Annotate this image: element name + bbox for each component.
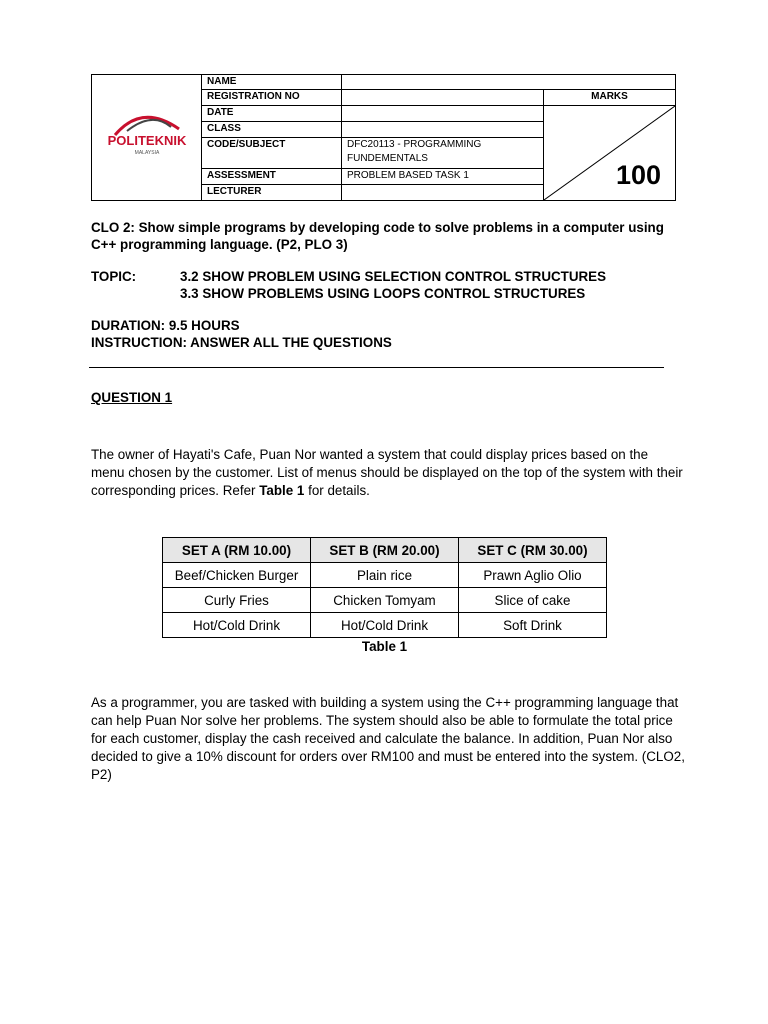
label-assessment: ASSESSMENT <box>202 169 342 185</box>
label-lecturer: LECTURER <box>202 185 342 201</box>
table-cell: Hot/Cold Drink <box>311 613 459 638</box>
paragraph-intro-end: for details. <box>304 483 370 498</box>
table-reference: Table 1 <box>259 483 305 498</box>
instruction: INSTRUCTION: ANSWER ALL THE QUESTIONS <box>91 334 392 350</box>
question-title: QUESTION 1 <box>91 390 173 405</box>
table-caption: Table 1 <box>361 639 408 654</box>
topic-line-1: 3.2 SHOW PROBLEM USING SELECTION CONTROL STRUCTURES <box>180 269 607 284</box>
total-marks: 100 <box>615 160 661 190</box>
table-cell: Plain rice <box>311 563 459 588</box>
duration: DURATION: 9.5 HOURS <box>91 318 240 333</box>
politeknik-logo-icon <box>97 105 197 165</box>
paragraph-intro <box>91 446 685 500</box>
paragraph-task: As a programmer, you are tasked with building a system using the C++ programming language that can help Puan Nor solve her problems. The system should also be able to formulate the total price for each customer, display the cash received and calculate the balance. In addition, Puan Nor also decided to give a 10% discount for orders over RM100 and must be entered into the system. (CLO2, P2) <box>91 695 685 782</box>
table-cell: Beef/Chicken Burger <box>163 563 311 588</box>
code-subject-value: DFC20113 - PROGRAMMING FUNDEMENTALS <box>342 138 544 169</box>
table-cell: Chicken Tomyam <box>311 588 459 613</box>
logo <box>92 75 202 201</box>
paragraph-intro-text: The owner of Hayati's Cafe, Puan Nor wanted a system that could display prices based on the menu chosen by the customer. List of menus should be displayed on the top of the system with their corresponding prices. Refer <box>91 447 683 498</box>
table-row <box>163 588 607 613</box>
label-date: DATE <box>202 106 342 122</box>
topic-line-2: 3.3 SHOW PROBLEMS USING LOOPS CONTROL STRUCTURES <box>180 285 586 301</box>
table-row <box>163 563 607 588</box>
marks-label: MARKS <box>544 90 676 106</box>
clo-statement: CLO 2: Show simple programs by developing code to solve problems in a computer using C++ programming language. (P2, PLO 3) <box>91 220 664 252</box>
header-table <box>91 74 676 201</box>
logo-subtext: MALAYSIA <box>134 150 159 156</box>
table-cell: Slice of cake <box>459 588 607 613</box>
name-value-cell <box>342 75 676 90</box>
lecturer-value-cell <box>342 185 544 201</box>
header-set-c: SET C (RM 30.00) <box>459 538 607 563</box>
table-row <box>163 613 607 638</box>
table-cell: Prawn Aglio Olio <box>459 563 607 588</box>
divider <box>89 367 664 368</box>
menu-table <box>162 537 607 638</box>
label-name: NAME <box>202 75 342 90</box>
header-set-a: SET A (RM 10.00) <box>163 538 311 563</box>
label-code-subject: CODE/SUBJECT <box>202 138 342 169</box>
table-header-row <box>163 538 607 563</box>
table-cell: Soft Drink <box>459 613 607 638</box>
assessment-value: PROBLEM BASED TASK 1 <box>342 169 544 185</box>
marks-box <box>544 106 676 201</box>
class-value-cell <box>342 122 544 138</box>
table-cell: Hot/Cold Drink <box>163 613 311 638</box>
label-registration: REGISTRATION NO <box>202 90 342 106</box>
label-class: CLASS <box>202 122 342 138</box>
logo-text: POLITEKNIK <box>107 133 186 148</box>
date-value-cell <box>342 106 544 122</box>
header-set-b: SET B (RM 20.00) <box>311 538 459 563</box>
registration-value-cell <box>342 90 544 106</box>
topic-label: TOPIC: <box>91 269 137 284</box>
table-cell: Curly Fries <box>163 588 311 613</box>
